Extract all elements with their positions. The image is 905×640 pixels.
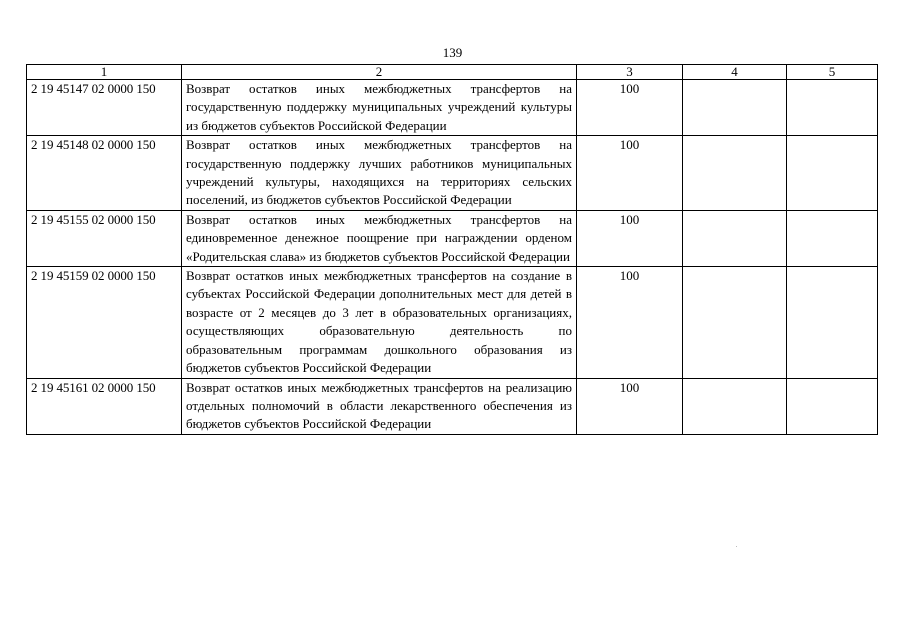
value-cell: 100 xyxy=(577,80,683,136)
table-row xyxy=(27,210,878,266)
value-cell: 100 xyxy=(577,378,683,434)
description-cell: Возврат остатков иных межбюджетных трансфертов на единовременное денежное поощрение при награждении орденом «Родительская слава» из бюджетов субъектов Российской Федерации xyxy=(182,210,577,266)
value-cell: 100 xyxy=(577,210,683,266)
page-number: 139 xyxy=(442,45,463,60)
table-header-row xyxy=(27,65,878,80)
table-row xyxy=(27,136,878,211)
column-header-1: 1 xyxy=(27,65,182,80)
column-header-3: 3 xyxy=(577,65,683,80)
column-5-cell xyxy=(787,136,878,211)
description-cell: Возврат остатков иных межбюджетных трансфертов на создание в субъектах Российской Федерации дополнительных мест для детей в возрасте от 2 месяцев до 3 лет в образовательных организациях, осуществляющих образовательную деятельность по образовательным программам дошкольного образования из бюджетов субъектов Российской Федерации xyxy=(182,267,577,378)
description-cell: Возврат остатков иных межбюджетных трансфертов на государственную поддержку муниципальных учреждений культуры из бюджетов субъектов Российской Федерации xyxy=(182,80,577,136)
column-4-cell xyxy=(683,267,787,378)
column-5-cell xyxy=(787,267,878,378)
column-4-cell xyxy=(683,378,787,434)
column-header-2: 2 xyxy=(182,65,577,80)
column-5-cell xyxy=(787,80,878,136)
column-5-cell xyxy=(787,210,878,266)
description-cell: Возврат остатков иных межбюджетных трансфертов на государственную поддержку лучших работников муниципальных учреждений культуры, находящихся на территориях сельских поселений, из бюджетов субъектов Российской Федерации xyxy=(182,136,577,211)
column-5-cell xyxy=(787,378,878,434)
budget-code-cell: 2 19 45148 02 0000 150 xyxy=(27,136,182,211)
budget-code-table xyxy=(26,64,878,435)
scan-artifact xyxy=(736,546,737,547)
budget-code-cell: 2 19 45147 02 0000 150 xyxy=(27,80,182,136)
column-header-5: 5 xyxy=(787,65,878,80)
table-row xyxy=(27,267,878,378)
budget-code-cell: 2 19 45155 02 0000 150 xyxy=(27,210,182,266)
column-4-cell xyxy=(683,210,787,266)
budget-code-cell: 2 19 45161 02 0000 150 xyxy=(27,378,182,434)
value-cell: 100 xyxy=(577,136,683,211)
table-row xyxy=(27,80,878,136)
column-4-cell xyxy=(683,136,787,211)
table-row xyxy=(27,378,878,434)
column-header-4: 4 xyxy=(683,65,787,80)
value-cell: 100 xyxy=(577,267,683,378)
budget-code-cell: 2 19 45159 02 0000 150 xyxy=(27,267,182,378)
column-4-cell xyxy=(683,80,787,136)
description-cell: Возврат остатков иных межбюджетных трансфертов на реализацию отдельных полномочий в области лекарственного обеспечения из бюджетов субъектов Российской Федерации xyxy=(182,378,577,434)
